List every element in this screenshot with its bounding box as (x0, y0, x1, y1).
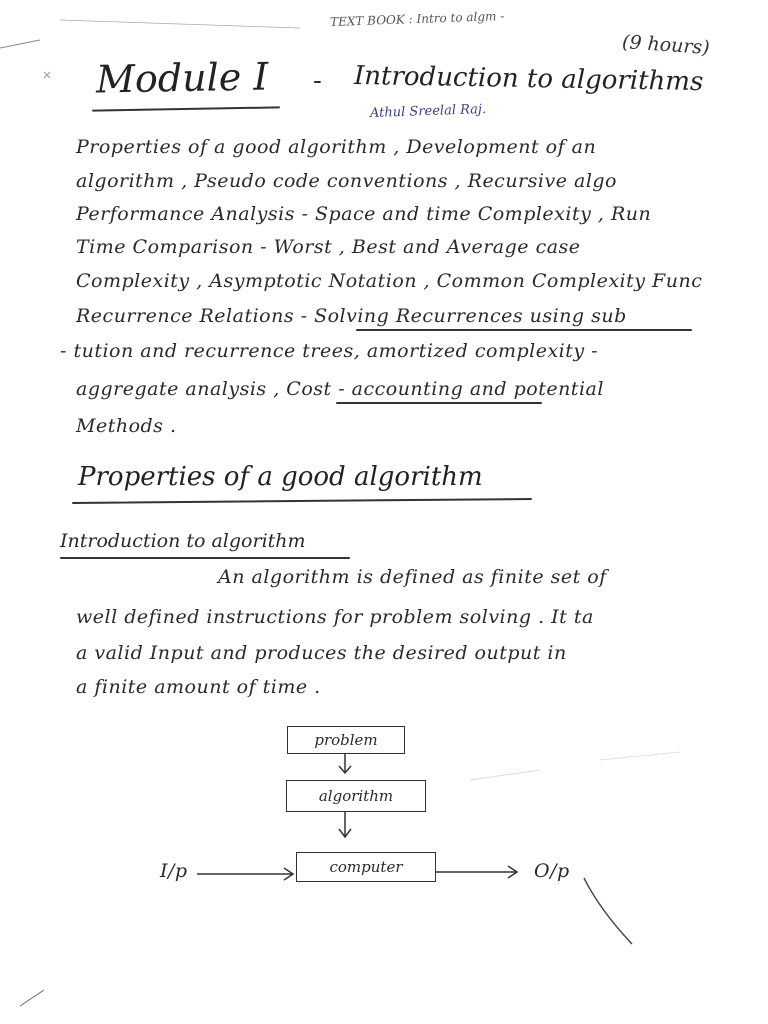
arrowhead (339, 766, 351, 773)
module-dash: - (312, 65, 323, 97)
input-label: I/p (160, 860, 188, 882)
module-title: Introduction to algorithms (353, 60, 704, 98)
pen-stroke (584, 878, 632, 944)
syllabus-line: Performance Analysis - Space and time Complexity , Run (76, 203, 652, 225)
module-label: Module I (95, 54, 269, 102)
syllabus-line: Recurrence Relations - Solving Recurrences using sub (76, 305, 627, 327)
syllabus-line: aggregate analysis , Cost - accounting and potential (76, 378, 604, 400)
syllabus-line: algorithm , Pseudo code conventions , Recursive algo (76, 170, 617, 192)
algorithm-box: algorithm (286, 780, 426, 812)
definition-line: An algorithm is defined as finite set of (218, 566, 607, 588)
solving-recurrences-underline (356, 329, 692, 331)
section-heading: Properties of a good algorithm (78, 462, 483, 492)
arrowhead (508, 866, 517, 878)
output-label: O/p (534, 860, 570, 882)
scratch-line (60, 20, 300, 28)
margin-mark (44, 72, 50, 78)
syllabus-line: Time Comparison - Worst , Best and Average case (76, 236, 581, 258)
syllabus-line: Methods . (76, 415, 177, 437)
top-note: TEXT BOOK : Intro to algm - (329, 8, 505, 30)
definition-line: a finite amount of time . (76, 676, 321, 698)
bleed-mark (600, 752, 680, 760)
author-name: Athul Sreelal Raj. (369, 101, 487, 122)
section-heading-underline (72, 498, 532, 504)
module-underline (92, 106, 280, 111)
subheading-underline (60, 557, 350, 559)
arrowhead (284, 868, 293, 880)
problem-box: problem (287, 726, 405, 754)
bleed-mark (470, 770, 540, 780)
hours-note: (9 hours) (621, 30, 711, 60)
syllabus-line: Complexity , Asymptotic Notation , Common Complexity Func (76, 270, 703, 292)
computer-box: computer (296, 852, 436, 882)
subheading: Introduction to algorithm (60, 530, 306, 552)
syllabus-line: - tution and recurrence trees, amortized complexity - (60, 340, 599, 362)
definition-line: well defined instructions for problem solving . It ta (76, 606, 594, 628)
margin-mark (0, 40, 40, 48)
arrowhead (339, 829, 351, 837)
syllabus-line: Properties of a good algorithm , Development of an (76, 136, 597, 158)
definition-line: a valid Input and produces the desired output in (76, 642, 567, 664)
pen-stroke (20, 990, 44, 1006)
cost-accounting-underline (336, 402, 542, 404)
